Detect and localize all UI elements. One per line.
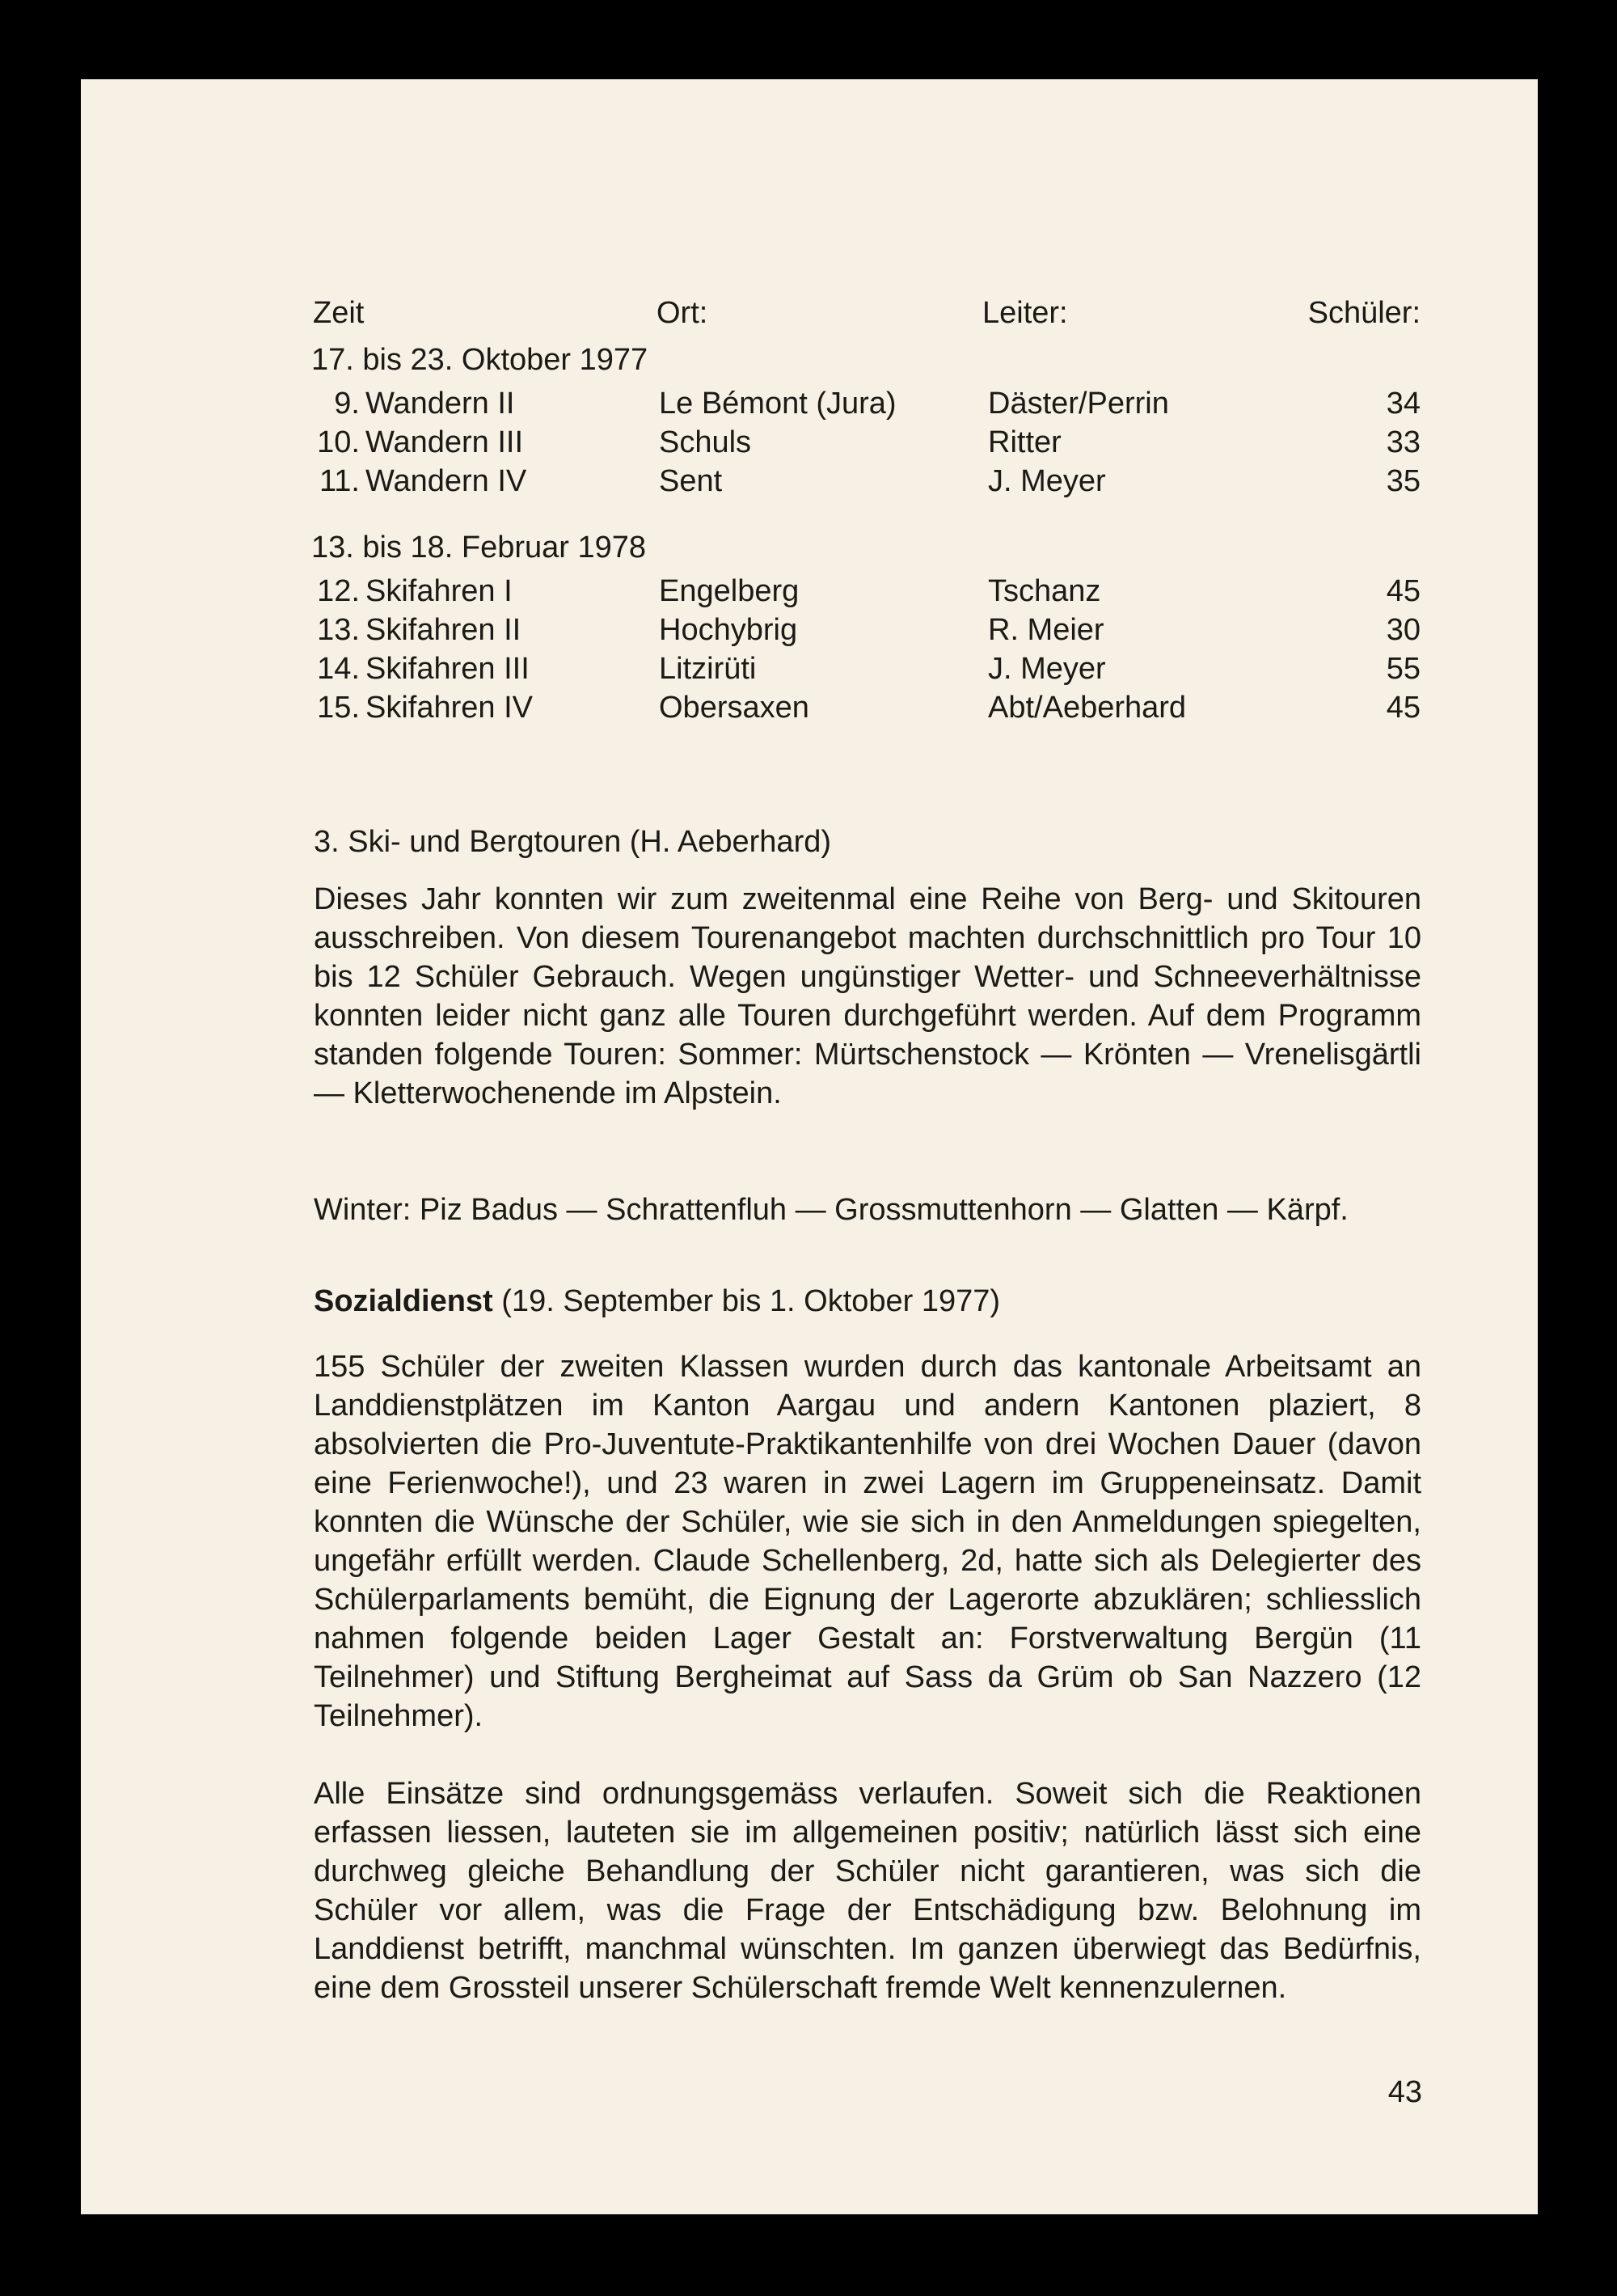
row-schueler: 45 [1386,691,1421,725]
group-date: 13. bis 18. Februar 1978 [311,531,647,564]
group-date: 17. bis 23. Oktober 1977 [311,343,648,377]
row-activity: Wandern IV [365,464,527,498]
table-row [81,574,1538,613]
row-ort: Engelberg [659,574,800,608]
row-number: 9. [334,387,360,421]
row-leiter: Ritter [988,425,1062,459]
row-activity: Wandern III [365,425,524,459]
table-row [81,387,1538,425]
section-paragraph: Winter: Piz Badus — Schrattenfluh — Grossmuttenhorn — Glatten — Kärpf. [314,1193,1349,1227]
row-leiter: Abt/Aeberhard [988,691,1187,725]
row-leiter: Tschanz [988,574,1101,608]
row-ort: Le Bémont (Jura) [659,387,897,421]
document-page [81,79,1538,2214]
row-ort: Obersaxen [659,691,809,725]
row-number: 12. [317,574,360,608]
header-ort: Ort: [657,296,708,330]
sozialdienst-title: Sozialdienst [314,1284,493,1318]
row-ort: Schuls [659,425,752,459]
row-leiter: J. Meyer [988,652,1106,686]
row-schueler: 30 [1386,613,1421,647]
sozialdienst-paragraph: 155 Schüler der zweiten Klassen wurden durch das kantonale Arbeitsamt an Landdienstplätzen im Kanton Aargau und andern Kantonen plaziert, 8 absolvierten die Pro-Juventute-Praktikantenhilfe von drei Wochen Dauer (davon eine Ferienwoche!), und 23 waren in zwei Lagern im Gruppeneinsatz. Damit konnten die Wünsche der Schüler, wie sie sich in den Anmeldungen spiegelten, ungefähr erfüllt werden. Claude Schellenberg, 2d, hatte sich als Delegierter des Schülerparlaments bemüht, die Eignung der Lagerorte abzuklären; schliesslich nahmen folgende beiden Lager Gestalt an: Forstverwaltung Bergün (11 Teilnehmer) und Stiftung Bergheimat auf Sass da Grüm ob San Nazzero (12 Teilnehmer). [314,1350,1421,1733]
row-ort: Sent [659,464,723,498]
table-row [81,425,1538,464]
page-number: 43 [1387,2075,1422,2109]
row-schueler: 35 [1386,464,1421,498]
sozialdienst-heading [314,1284,1000,1319]
row-activity: Skifahren III [365,652,530,686]
table-row [81,691,1538,729]
header-schueler: Schüler: [1307,296,1421,330]
row-ort: Litzirüti [659,652,757,686]
row-schueler: 34 [1386,387,1421,421]
row-activity: Wandern II [365,387,515,421]
row-schueler: 33 [1386,425,1421,459]
row-number: 11. [319,464,360,498]
row-leiter: Däster/Perrin [988,387,1169,421]
row-leiter: J. Meyer [988,464,1106,498]
sozialdienst-paragraph: Alle Einsätze sind ordnungsgemäss verlaufen. Soweit sich die Reaktionen erfassen liessen, lauteten sie im allgemeinen positiv; natürlich lässt sich eine durchweg gleiche Behandlung der Schüler nicht garantieren, was sich die Schüler vor allem, was die Frage der Entschädigung bzw. Belohnung im Landdienst betrifft, manchmal wünschten. Im ganzen überwiegt das Bedürfnis, eine dem Grossteil unserer Schülerschaft fremde Welt kennenzulernen. [314,1777,1421,2005]
table-row [81,652,1538,691]
row-schueler: 55 [1386,652,1421,686]
row-leiter: R. Meier [988,613,1104,647]
row-number: 14. [317,652,360,686]
sozialdienst-subtitle: (19. September bis 1. Oktober 1977) [501,1284,1001,1318]
header-zeit: Zeit [313,296,365,330]
section-paragraph: Dieses Jahr konnten wir zum zweitenmal eine Reihe von Berg- und Skitouren ausschreiben. Von diesem Tourenangebot machten durchschnittlich pro Tour 10 bis 12 Schüler Gebrauch. Wegen ungünstiger Wetter- und Schneeverhältnisse konnten leider nicht ganz alle Touren durchgeführt werden. Auf dem Programm standen folgende Touren: Sommer: Mürtschenstock — Krönten — Vrenelisgärtli — Kletterwochenende im Alpstein. [314,882,1421,1110]
row-activity: Skifahren IV [365,691,533,725]
row-schueler: 45 [1386,574,1421,608]
row-number: 15. [317,691,360,725]
row-number: 13. [317,613,360,647]
header-leiter: Leiter: [982,296,1068,330]
section-heading: 3. Ski- und Bergtouren (H. Aeberhard) [314,825,832,859]
table-row [81,464,1538,503]
table-row [81,613,1538,652]
row-activity: Skifahren II [365,613,521,647]
row-number: 10. [317,425,360,459]
row-activity: Skifahren I [365,574,513,608]
row-ort: Hochybrig [659,613,798,647]
